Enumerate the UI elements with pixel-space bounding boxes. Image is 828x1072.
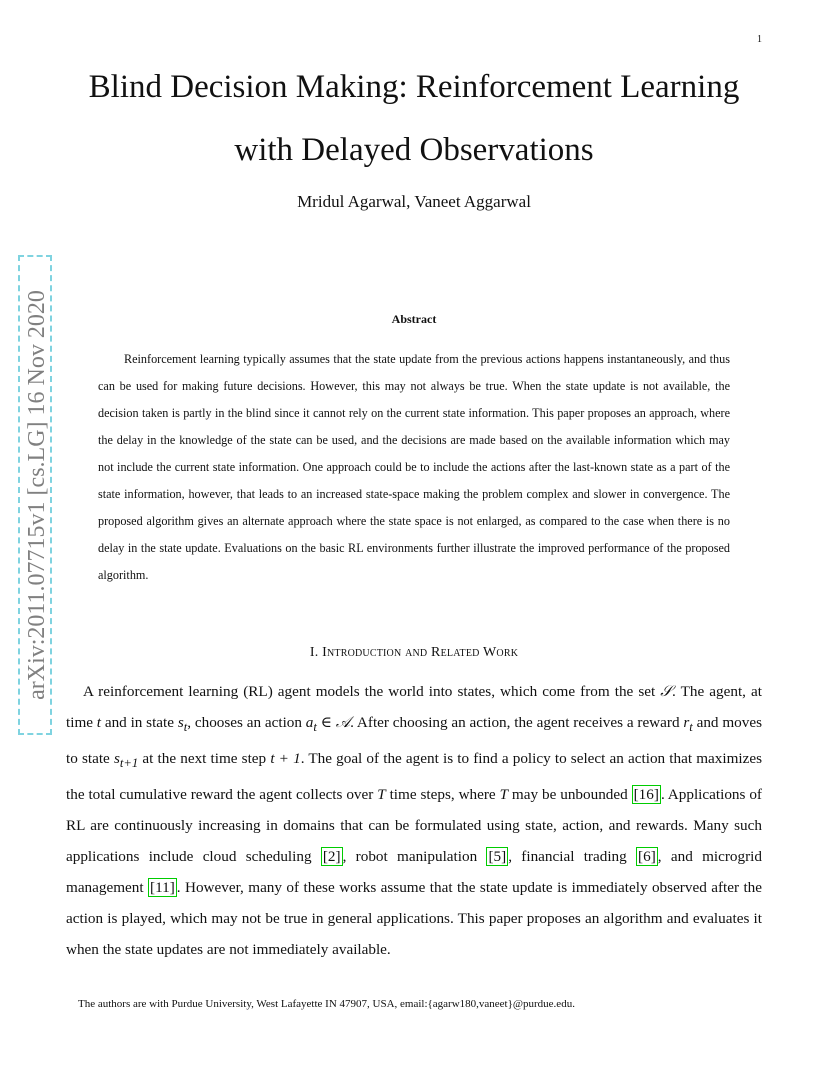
- intro-text: . After choosing an action, the agent receives a reward: [350, 714, 684, 731]
- math-symbol: r: [683, 714, 690, 731]
- math-symbol: s: [113, 750, 120, 768]
- citation-11[interactable]: [11]: [150, 879, 175, 897]
- intro-text: time steps, where: [385, 786, 500, 804]
- math-symbol: s: [177, 714, 184, 731]
- intro-text: , financial trading: [508, 848, 637, 866]
- section-number: I.: [309, 645, 319, 660]
- citation-2[interactable]: [2]: [322, 848, 341, 866]
- math-T: T: [377, 786, 386, 804]
- citation-16[interactable]: [16]: [633, 786, 659, 804]
- arxiv-stamp-text: arXiv:2011.07715v1 [cs.LG] 16 Nov 2020: [24, 290, 50, 700]
- math-set-a: 𝒜: [335, 714, 351, 731]
- section-heading: [0, 645, 828, 661]
- citation-5[interactable]: [5]: [488, 848, 507, 866]
- section-title: Introduction and Related Work: [322, 645, 519, 660]
- authors: Mridul Agarwal, Vaneet Aggarwal: [297, 192, 531, 211]
- intro-text: A reinforcement learning (RL) agent models the world into states, which come from the set: [83, 683, 661, 700]
- intro-text: may be unbounded: [508, 786, 632, 804]
- intro-paragraph: [66, 676, 762, 965]
- intro-text: at the next time step: [138, 750, 271, 768]
- intro-text: . However, many of these works assume that the state update is immediately observed after the action is played, which may not be true in general applications. This paper proposes an algorithm and evaluates it when the state updates are not immediately available.: [66, 879, 762, 959]
- abstract-body: Reinforcement learning typically assumes that the state update from the previous actions happens instantaneously, and thus can be used for making future decisions. However, this may not always be true. When the state update is not available, the decision taken is partly in the blind since it cannot rely on the current state information. This paper proposes an approach, where the delay in the knowledge of the state can be used, and the decisions are made based on the available information which may not include the current state information. One approach could be to include the actions after the last-known state as a part of the state information, however, that leads to an increased state-space making the problem complex and slower in convergence. The proposed algorithm gives an alternate approach where the state space is not enlarged, as compared to the case when there is no delay in the state update. Evaluations on the basic RL environments further illustrate the improved performance of the proposed algorithm.: [98, 352, 730, 582]
- math-t-plus-1: t + 1: [270, 750, 301, 768]
- math-r-t: [683, 714, 693, 735]
- math-s-t1: [113, 750, 139, 771]
- intro-text: . Applications of RL are continuously increasing in domains that can be formulated using state, action, and rewards. Many such applications include cloud scheduling: [66, 786, 762, 866]
- intro-text: , chooses an action: [187, 714, 306, 731]
- intro-text: , and microgrid management: [66, 848, 762, 897]
- math-symbol: a: [305, 714, 314, 731]
- footnote: The authors are with Purdue University, West Lafayette IN 47907, USA, email:{agarw180,vaneet}@purdue.edu.: [78, 998, 575, 1010]
- intro-text: and moves to state: [66, 714, 762, 768]
- abstract-heading: Abstract: [391, 312, 437, 326]
- arxiv-stamp[interactable]: [18, 255, 52, 735]
- intro-text: , robot manipulation: [342, 848, 487, 866]
- math-s-t: [177, 714, 188, 735]
- math-subscript: t: [689, 720, 693, 735]
- intro-text: ∈: [316, 714, 336, 731]
- math-a-t: [305, 714, 317, 735]
- intro-text: . The goal of the agent is to find a policy to select an action that maximizes the total cumulative reward the agent collects over: [66, 750, 763, 804]
- paper-title: [0, 56, 828, 182]
- title-line-2: with Delayed Observations: [234, 132, 594, 168]
- math-T: T: [499, 786, 509, 804]
- math-subscript: t: [183, 720, 188, 735]
- title-line-1: Blind Decision Making: Reinforcement Learning: [88, 69, 740, 105]
- intro-text: . The agent, at time: [66, 683, 762, 731]
- math-subscript: t: [313, 720, 317, 735]
- math-subscript: t+1: [119, 756, 139, 771]
- math-t: t: [96, 714, 102, 731]
- intro-text: and in state: [101, 714, 178, 731]
- math-set-s: 𝒮: [660, 683, 673, 700]
- citation-6[interactable]: [6]: [638, 848, 656, 866]
- page-number: 1: [757, 34, 762, 45]
